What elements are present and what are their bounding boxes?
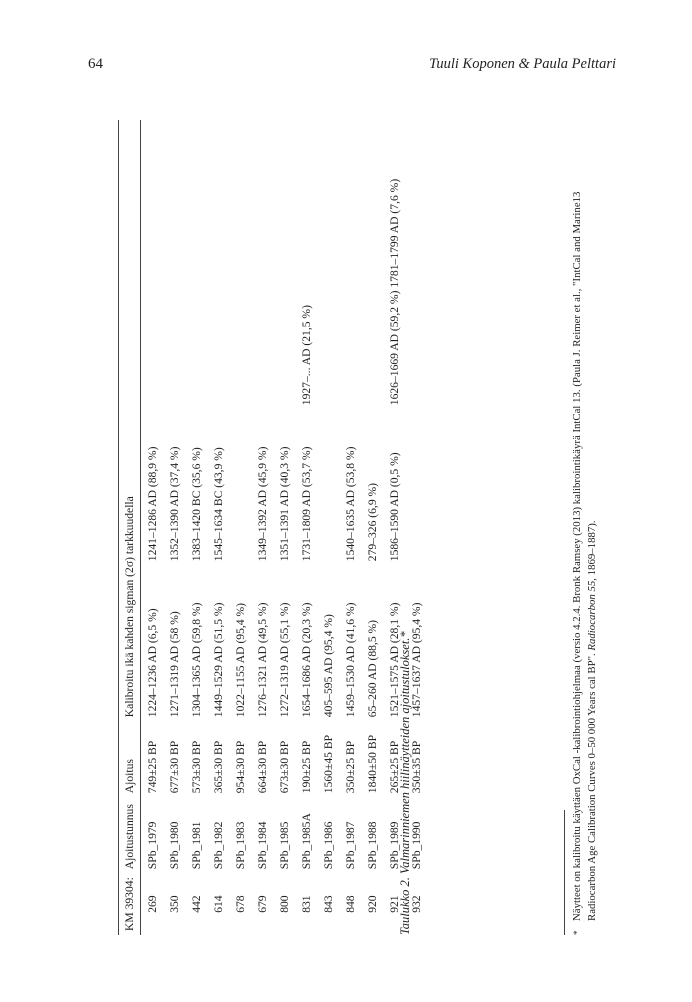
cell-age: 190±25 BP [299, 740, 313, 794]
cell-calibrated-3: 1927–... AD (21,5 %) [299, 305, 313, 406]
cell-km: 350 [167, 895, 181, 913]
header-id: Ajoitustunnus [118, 797, 141, 873]
table-row [317, 120, 339, 935]
cell-calibrated-1: 1304–1365 AD (59,8 %) [189, 602, 203, 718]
cell-calibrated-1: 1272–1319 AD (55,1 %) [277, 602, 291, 718]
table-header-row [118, 120, 141, 935]
cell-calibrated-3 [185, 120, 207, 409]
table-row [251, 120, 273, 935]
cell-age: 954±30 BP [233, 740, 247, 794]
cell-km: 678 [233, 895, 247, 913]
cell-km: 848 [343, 895, 357, 913]
cell-km: 920 [365, 895, 379, 913]
table-row [141, 120, 164, 935]
footnote-pages: , 1869–1887). [585, 520, 598, 581]
cell-km: 442 [189, 895, 203, 913]
cell-calibrated-1: 1521–1575 AD (28,1 %) [387, 602, 401, 718]
page-number: 64 [88, 56, 103, 72]
cell-calibrated-1: 1457–1637 AD (95,4 %) [409, 602, 423, 718]
header-age: Ajoitus [118, 721, 141, 797]
cell-km: 921 [387, 895, 401, 913]
cell-age: 749±25 BP [145, 740, 159, 794]
cell-km: 269 [145, 895, 159, 913]
cell-calibrated-3 [405, 120, 427, 409]
cell-age: 1560±45 BP [321, 734, 335, 794]
cell-calibrated-2 [317, 409, 339, 565]
cell-calibrated-3 [339, 120, 361, 409]
cell-calibrated-2: 1352–1390 AD (37,4 %) [167, 446, 181, 562]
cell-id: SPb_1986 [321, 821, 335, 870]
footnote-main: Näytteet on kalibroitu käyttäen OxCal -kalibrointiohjelmaa (versio 4.2.4. Bronk Ramsey (2013) kalibrointikäyrä IntCal 13. (Paula J. Reimer et al., "IntCal and Marine13 Radiocarbon Age Calibration Curves 0–50 000 Years cal BP". [571, 191, 598, 921]
cell-id: SPb_1985A [299, 813, 313, 870]
cell-age: 350±25 BP [343, 740, 357, 794]
header-km: KM 39304: [118, 873, 141, 935]
cell-calibrated-2: 1540–1635 AD (53,8 %) [343, 446, 357, 562]
cell-id: SPb_1989 [387, 821, 401, 870]
cell-km: 679 [255, 895, 269, 913]
cell-calibrated-3 [141, 120, 164, 409]
cell-calibrated-1: 1449–1529 AD (51,5 %) [211, 602, 225, 718]
table-row [229, 120, 251, 935]
cell-age: 365±30 BP [211, 740, 225, 794]
footnote-text [570, 165, 599, 921]
cell-calibrated-2 [405, 409, 427, 565]
cell-calibrated-2: 1349–1392 AD (45,9 %) [255, 446, 269, 562]
cell-calibrated-1: 405–595 AD (95,4 %) [321, 614, 335, 718]
footnote [570, 165, 599, 935]
footnote-marker: * [572, 930, 582, 935]
cell-id: SPb_1987 [343, 821, 357, 870]
cell-calibrated-2: 1586–1590 AD (0,5 %) [387, 452, 401, 562]
cell-id: SPb_1979 [145, 821, 159, 870]
cell-id: SPb_1982 [211, 821, 225, 870]
cell-calibrated-1: 1224–1236 AD (6,5 %) [145, 608, 159, 718]
footnote-journal: Radiocarbon 55 [585, 580, 598, 651]
cell-age: 350±35 BP [409, 740, 423, 794]
cell-id: SPb_1983 [233, 821, 247, 870]
table-row [163, 120, 185, 935]
cell-calibrated-2: 1383–1420 BC (35,6 %) [189, 447, 203, 562]
cell-id: SPb_1981 [189, 821, 203, 870]
cell-calibrated-2 [229, 409, 251, 565]
cell-age: 573±30 BP [189, 740, 203, 794]
footnote-rule [564, 810, 565, 935]
cell-age: 664±30 BP [255, 740, 269, 794]
table-row [295, 120, 317, 935]
cell-id: SPb_1980 [167, 821, 181, 870]
cell-calibrated-2: 1241–1286 AD (88,9 %) [145, 446, 159, 562]
cell-calibrated-2: 279–326 (6,9 %) [365, 482, 379, 562]
cell-km: 843 [321, 895, 335, 913]
cell-calibrated-2: 1731–1809 AD (53,7 %) [299, 446, 313, 562]
rotated-content [76, 115, 616, 935]
table-row [361, 120, 383, 935]
cell-calibrated-1: 1276–1321 AD (49,5 %) [255, 602, 269, 718]
cell-calibrated-3: 1626–1669 AD (59,2 %) 1781–1799 AD (7,6 %) [387, 178, 401, 406]
cell-km: 831 [299, 895, 313, 913]
cell-calibrated-1: 1271–1319 AD (58 %) [167, 611, 181, 718]
cell-calibrated-3 [273, 120, 295, 409]
cell-calibrated-3 [251, 120, 273, 409]
cell-calibrated-1: 1654–1686 AD (20,3 %) [299, 602, 313, 718]
cell-calibrated-3 [229, 120, 251, 409]
cell-id: SPb_1990 [409, 821, 423, 870]
cell-id: SPb_1985 [277, 821, 291, 870]
cell-calibrated-2: 1351–1391 AD (40,3 %) [277, 446, 291, 562]
table-row [207, 120, 229, 935]
table-caption: Taulukko 2. Valmarinniemen hiilinäytteiden ajoitustulokset.* [398, 631, 412, 935]
cell-age: 677±30 BP [167, 740, 181, 794]
cell-km: 614 [211, 895, 225, 913]
cell-id: SPb_1984 [255, 821, 269, 870]
cell-age: 673±30 BP [277, 740, 291, 794]
cell-calibrated-3 [163, 120, 185, 409]
cell-id: SPb_1988 [365, 821, 379, 870]
cell-km: 800 [277, 895, 291, 913]
cell-calibrated-3 [207, 120, 229, 409]
running-head-authors: Tuuli Koponen & Paula Pelttari [429, 56, 616, 72]
cell-calibrated-2: 1545–1634 BC (43,9 %) [211, 447, 225, 562]
cell-calibrated-1: 1022–1155 AD (95,4 %) [233, 602, 247, 718]
table-row [273, 120, 295, 935]
cell-age: 265±25 BP [387, 740, 401, 794]
cell-calibrated-3 [361, 120, 383, 409]
header-calibrated: Kalibroitu ikä kahden sigman (2σ) tarkkuudella [118, 120, 141, 721]
table-row [185, 120, 207, 935]
dating-table [118, 120, 427, 935]
cell-calibrated-1: 1459–1530 AD (41,6 %) [343, 602, 357, 718]
cell-age: 1840±50 BP [365, 734, 379, 794]
cell-km: 932 [409, 895, 423, 913]
cell-calibrated-3 [317, 120, 339, 409]
table-row [339, 120, 361, 935]
cell-calibrated-1: 65–260 AD (88,5 %) [365, 619, 379, 718]
